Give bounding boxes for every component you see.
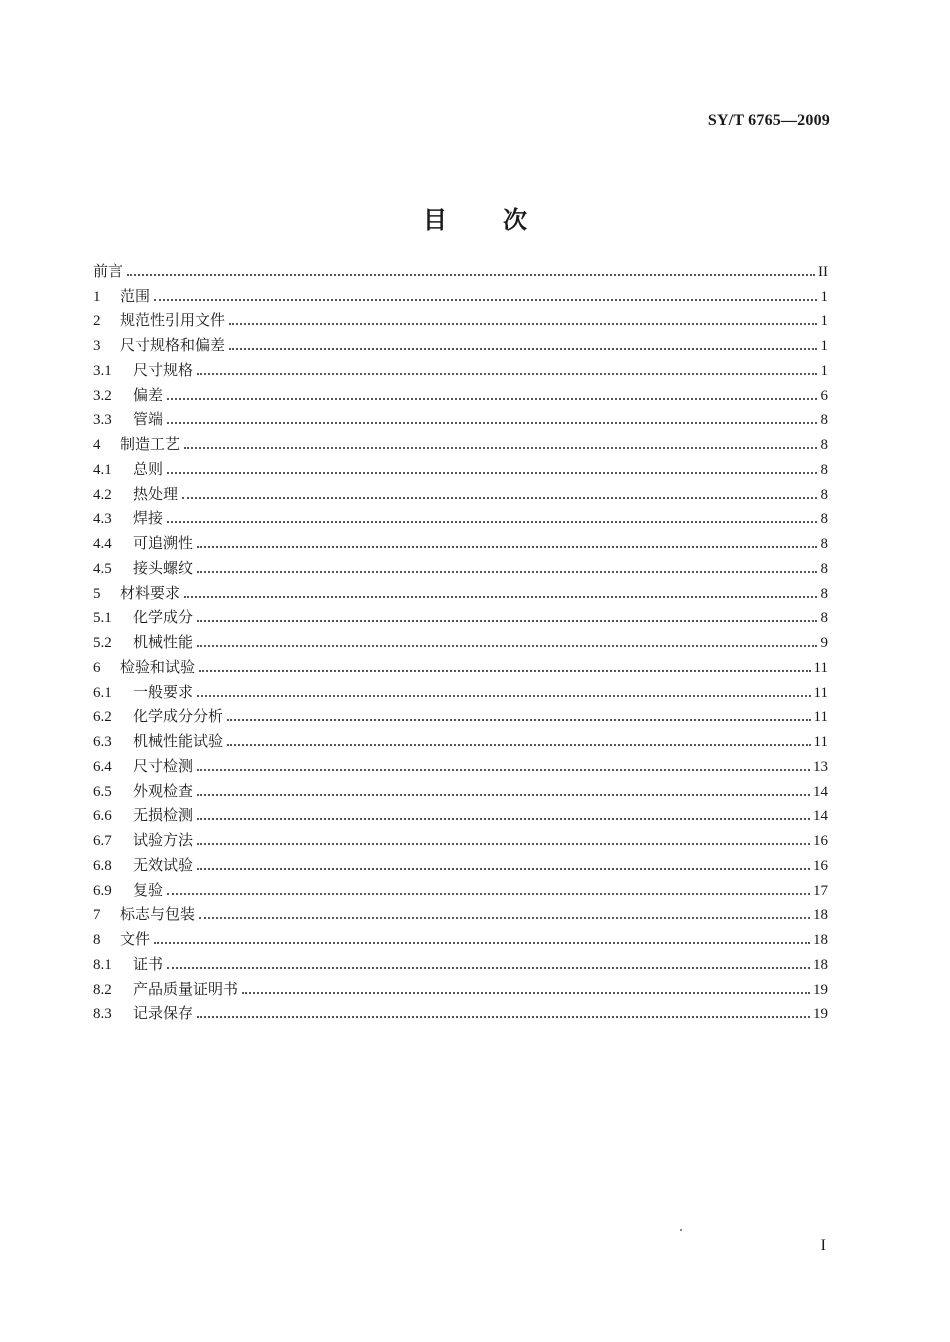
page-title: 目次 bbox=[423, 208, 583, 234]
toc-entry[interactable] bbox=[93, 627, 828, 652]
toc-entry-title: 制造工艺 bbox=[120, 437, 181, 453]
toc-entry-page: 1 bbox=[820, 362, 828, 379]
toc-entry[interactable] bbox=[93, 553, 828, 578]
dot-leader bbox=[197, 1016, 810, 1018]
toc-entry-title: 尺寸规格和偏差 bbox=[120, 338, 226, 354]
dot-leader bbox=[184, 447, 817, 449]
toc-entry-title: 试验方法 bbox=[133, 833, 194, 849]
dot-leader bbox=[197, 373, 817, 375]
dot-leader bbox=[167, 472, 817, 474]
toc-entry[interactable] bbox=[93, 281, 828, 306]
toc-entry-page: 11 bbox=[813, 734, 828, 750]
toc-entry-title: 尺寸规格 bbox=[133, 362, 194, 379]
toc-entry-page: 1 bbox=[820, 338, 828, 354]
toc-entry[interactable] bbox=[93, 702, 828, 727]
dot-leader bbox=[154, 942, 810, 944]
toc-entry-title: 尺寸检测 bbox=[133, 758, 194, 775]
toc-entry-title: 机械性能试验 bbox=[133, 734, 224, 750]
dot-leader bbox=[197, 620, 817, 622]
toc-entry-number: 6.7 bbox=[93, 833, 112, 849]
toc-entry-page: 16 bbox=[813, 833, 828, 849]
standard-number: SY/T 6765—2009 bbox=[707, 112, 830, 129]
toc-entry-number: 5.2 bbox=[93, 635, 112, 651]
toc-entry[interactable] bbox=[93, 825, 828, 850]
dot-leader bbox=[197, 818, 810, 820]
toc-entry-number: 5 bbox=[93, 585, 101, 602]
toc-entry-number: 4.5 bbox=[93, 560, 112, 577]
toc-entry-page: II bbox=[818, 263, 828, 280]
toc-entry-page: 18 bbox=[813, 932, 828, 948]
toc-entry-title: 复验 bbox=[133, 882, 164, 899]
toc-entry-number: 4.2 bbox=[93, 486, 112, 503]
toc-entry-page: 8 bbox=[820, 610, 828, 627]
toc-entry-number: 4.3 bbox=[93, 511, 112, 528]
toc-entry-number: 6.3 bbox=[93, 734, 112, 750]
toc-entry-page: 8 bbox=[820, 486, 828, 503]
toc-entry[interactable] bbox=[93, 726, 828, 751]
toc-entry-title: 外观检查 bbox=[133, 783, 194, 800]
toc-entry-title: 管端 bbox=[133, 412, 164, 429]
toc-entry-title: 化学成分 bbox=[133, 610, 194, 627]
toc-entry[interactable] bbox=[93, 900, 828, 925]
toc-entry[interactable] bbox=[93, 850, 828, 875]
toc-entry-title: 化学成分分析 bbox=[133, 709, 224, 726]
toc-entry-page: 9 bbox=[820, 635, 828, 651]
dot-leader bbox=[197, 645, 817, 647]
toc-entry[interactable] bbox=[93, 776, 828, 801]
toc-entry-page: 18 bbox=[813, 956, 828, 973]
dot-leader bbox=[197, 695, 811, 697]
toc-entry-page: 8 bbox=[820, 585, 828, 602]
toc-entry-title: 前言 bbox=[93, 263, 124, 280]
toc-entry-number: 8 bbox=[93, 932, 101, 948]
toc-entry-title: 文件 bbox=[120, 932, 151, 948]
toc-entry-number: 5.1 bbox=[93, 610, 112, 627]
toc-entry-page: 19 bbox=[813, 981, 828, 998]
toc-entry-title: 标志与包装 bbox=[120, 907, 196, 924]
toc-entry-page: 8 bbox=[820, 437, 828, 453]
toc-entry-number: 8.1 bbox=[93, 956, 112, 973]
dot-leader bbox=[167, 893, 810, 895]
toc-entry-number: 6.1 bbox=[93, 684, 112, 701]
toc-entry-title: 焊接 bbox=[133, 511, 164, 528]
toc-entry-number: 8.3 bbox=[93, 1006, 112, 1023]
dot-leader bbox=[197, 769, 810, 771]
toc-entry-page: 11 bbox=[813, 684, 828, 701]
toc-entry-title: 热处理 bbox=[133, 486, 179, 503]
toc-entry[interactable] bbox=[93, 380, 828, 405]
dot-leader bbox=[154, 299, 817, 301]
toc-entry[interactable] bbox=[93, 479, 828, 504]
toc-entry[interactable] bbox=[93, 751, 828, 776]
toc-entry[interactable] bbox=[93, 603, 828, 628]
dot-leader bbox=[167, 398, 817, 400]
toc-entry[interactable] bbox=[93, 578, 828, 603]
dot-leader bbox=[197, 868, 810, 870]
dot-leader bbox=[227, 744, 811, 746]
dot-leader bbox=[197, 843, 810, 845]
toc-entry-page: 8 bbox=[820, 511, 828, 528]
toc-entry[interactable] bbox=[93, 875, 828, 900]
dot-leader bbox=[127, 274, 815, 276]
toc-entry-number: 8.2 bbox=[93, 981, 112, 998]
toc-entry-title: 无损检测 bbox=[133, 808, 194, 825]
dot-leader bbox=[184, 596, 817, 598]
toc-entry-number: 7 bbox=[93, 907, 101, 924]
toc-entry[interactable] bbox=[93, 924, 828, 949]
toc-entry-page: 14 bbox=[813, 808, 828, 825]
toc-entry-number: 6.2 bbox=[93, 709, 112, 726]
toc-entry-title: 一般要求 bbox=[133, 684, 194, 701]
toc-entry-number: 4.1 bbox=[93, 461, 112, 478]
toc-entry-number: 3.2 bbox=[93, 387, 112, 404]
toc-entry[interactable] bbox=[93, 256, 828, 281]
toc-entry-page: 14 bbox=[813, 783, 828, 800]
toc-entry[interactable] bbox=[93, 330, 828, 355]
toc-entry-page: 8 bbox=[820, 560, 828, 577]
toc-entry-number: 6 bbox=[93, 659, 101, 676]
toc-entry[interactable] bbox=[93, 405, 828, 430]
toc-entry-number: 6.9 bbox=[93, 882, 112, 899]
scan-speck bbox=[680, 1229, 682, 1231]
toc-entry-page: 1 bbox=[820, 313, 828, 330]
toc-entry-title: 产品质量证明书 bbox=[133, 981, 239, 998]
toc-entry[interactable] bbox=[93, 652, 828, 677]
toc-entry[interactable] bbox=[93, 504, 828, 529]
toc-entry-number: 4 bbox=[93, 437, 101, 453]
toc-entry-number: 6.5 bbox=[93, 783, 112, 800]
toc-entry-number: 6.8 bbox=[93, 857, 112, 874]
toc-entry-number: 1 bbox=[93, 288, 101, 305]
toc-entry-page: 17 bbox=[813, 882, 828, 899]
toc-entry[interactable] bbox=[93, 677, 828, 702]
dot-leader bbox=[167, 967, 810, 969]
toc-entry-title: 检验和试验 bbox=[120, 659, 196, 676]
dot-leader bbox=[197, 546, 817, 548]
toc-entry-number: 3.1 bbox=[93, 362, 112, 379]
toc-entry-title: 规范性引用文件 bbox=[120, 313, 226, 330]
toc-entry-title: 接头螺纹 bbox=[133, 560, 194, 577]
toc-entry-title: 可追溯性 bbox=[133, 536, 194, 552]
toc-entry-number: 3 bbox=[93, 338, 101, 354]
toc-entry-number: 6.4 bbox=[93, 758, 112, 775]
toc-entry[interactable] bbox=[93, 454, 828, 479]
dot-leader bbox=[167, 521, 817, 523]
dot-leader bbox=[199, 670, 811, 672]
toc-entry-page: 11 bbox=[813, 709, 828, 726]
dot-leader bbox=[167, 422, 817, 424]
toc-entry-page: 19 bbox=[813, 1006, 828, 1023]
toc-entry-number: 2 bbox=[93, 313, 101, 330]
page-number: I bbox=[820, 1237, 826, 1254]
toc-entry-title: 总则 bbox=[133, 461, 164, 478]
toc-entry-page: 11 bbox=[813, 659, 828, 676]
toc-entry-page: 8 bbox=[820, 461, 828, 478]
dot-leader bbox=[197, 794, 810, 796]
toc-entry-page: 16 bbox=[813, 857, 828, 874]
toc-entry[interactable] bbox=[93, 306, 828, 331]
dot-leader bbox=[227, 719, 811, 721]
toc-entry[interactable] bbox=[93, 999, 828, 1024]
dot-leader bbox=[229, 323, 817, 325]
dot-leader bbox=[242, 992, 810, 994]
toc-entry[interactable] bbox=[93, 528, 828, 553]
toc-entry-page: 8 bbox=[820, 536, 828, 552]
toc-entry[interactable] bbox=[93, 974, 828, 999]
toc-entry-title: 无效试验 bbox=[133, 857, 194, 874]
toc-entry-page: 13 bbox=[813, 758, 828, 775]
toc-entry-page: 8 bbox=[820, 412, 828, 429]
toc-entry-title: 机械性能 bbox=[133, 635, 194, 651]
toc-entry-page: 6 bbox=[820, 387, 828, 404]
toc-entry-title: 材料要求 bbox=[120, 585, 181, 602]
toc-entry-title: 记录保存 bbox=[133, 1006, 194, 1023]
dot-leader bbox=[182, 497, 817, 499]
dot-leader bbox=[199, 917, 810, 919]
dot-leader bbox=[197, 571, 817, 573]
toc-entry-title: 偏差 bbox=[133, 387, 164, 404]
toc-entry-title: 范围 bbox=[120, 288, 151, 305]
toc-entry[interactable] bbox=[93, 949, 828, 974]
toc-entry[interactable] bbox=[93, 355, 828, 380]
toc-entry-page: 1 bbox=[820, 288, 828, 305]
toc-entry-number: 3.3 bbox=[93, 412, 112, 429]
toc-entry-title: 证书 bbox=[133, 956, 164, 973]
table-of-contents bbox=[93, 256, 828, 1023]
toc-entry[interactable] bbox=[93, 801, 828, 826]
toc-entry-number: 6.6 bbox=[93, 808, 112, 825]
toc-entry[interactable] bbox=[93, 429, 828, 454]
toc-entry-number: 4.4 bbox=[93, 536, 112, 552]
toc-entry-page: 18 bbox=[813, 907, 828, 924]
dot-leader bbox=[229, 348, 817, 350]
